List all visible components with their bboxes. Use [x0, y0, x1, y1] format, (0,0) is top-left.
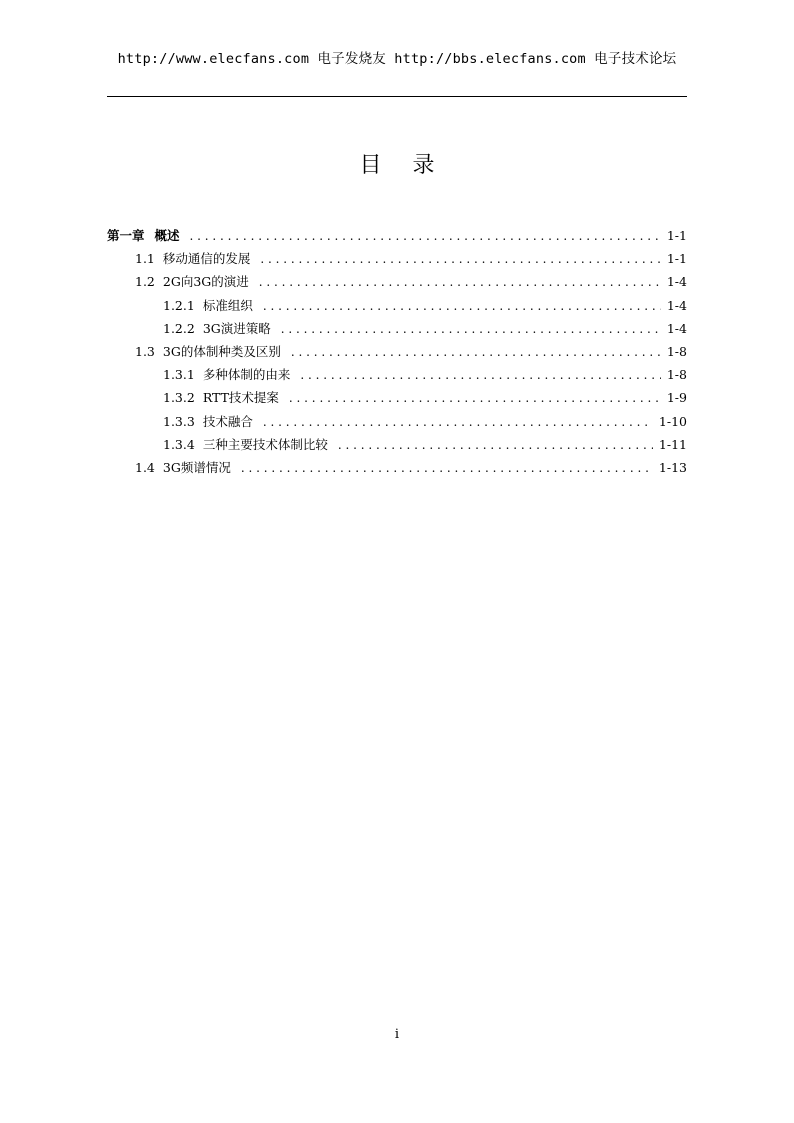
toc-entry-1-3[interactable] — [107, 342, 687, 365]
dot-leader — [338, 438, 653, 452]
dot-leader — [241, 461, 653, 475]
toc-entry-page: 1-4 — [666, 297, 687, 313]
toc-entry-number: 1.2.2 — [163, 320, 195, 336]
toc-entry-label: 2G向3G的演进 — [162, 274, 249, 290]
toc-entry-label: 移动通信的发展 — [162, 251, 251, 267]
toc-entry-page: 1-13 — [658, 459, 687, 475]
toc-entry-label: 3G频谱情况 — [162, 459, 231, 475]
dot-leader — [263, 299, 661, 313]
dot-leader — [289, 391, 661, 405]
toc-entry-number: 1.2 — [135, 274, 155, 290]
toc-entry-number: 1.3.4 — [163, 436, 195, 452]
dot-leader — [263, 415, 653, 429]
page-header: http://www.elecfans.com 电子发烧友 http://bbs.elecfans.com 电子技术论坛 — [117, 51, 677, 67]
toc-entry-number: 1.3.3 — [163, 413, 195, 429]
toc-entry-1-2[interactable] — [107, 272, 687, 295]
dot-leader — [291, 345, 661, 359]
toc-entry-page: 1-4 — [666, 320, 687, 336]
toc-entry-page: 1-11 — [658, 436, 687, 452]
toc-entry-1-4[interactable] — [107, 458, 687, 481]
toc-entry-page: 1-1 — [666, 251, 687, 267]
toc-entry-1-3-4[interactable] — [107, 435, 687, 458]
toc-entry-number: 1.2.1 — [163, 297, 195, 313]
dot-leader — [281, 322, 661, 336]
toc-entry-1-1[interactable] — [107, 249, 687, 272]
toc-entry-number: 1.4 — [135, 459, 155, 475]
toc-entry-label: RTT技术提案 — [202, 390, 279, 406]
toc-entry-label: 技术融合 — [202, 413, 253, 429]
toc-entry-1-2-2[interactable] — [107, 319, 687, 342]
dot-leader — [260, 252, 660, 266]
toc-entry-1-2-1[interactable] — [107, 296, 687, 319]
toc-entry-number: 1.1 — [135, 251, 155, 267]
toc-entry-label: 概述 — [154, 228, 180, 243]
toc-entry-1-3-1[interactable] — [107, 365, 687, 388]
toc-entry-number: 第一章 — [107, 228, 145, 243]
dot-leader — [259, 275, 661, 289]
toc-entry-number: 1.3.1 — [163, 367, 195, 383]
toc-entry-label: 多种体制的由来 — [202, 367, 291, 383]
toc-entry-label: 3G演进策略 — [202, 320, 271, 336]
toc-entry-label: 3G的体制种类及区别 — [162, 343, 281, 359]
toc-entry-page: 1-9 — [666, 390, 687, 406]
toc-entry-label: 标准组织 — [202, 297, 253, 313]
toc-entry-number: 1.3 — [135, 343, 155, 359]
toc-entry-page: 1-8 — [666, 367, 687, 383]
header-divider — [107, 96, 687, 97]
toc-entry-number: 1.3.2 — [163, 390, 195, 406]
toc-entry-label: 三种主要技术体制比较 — [202, 436, 328, 452]
toc-entry-page: 1-10 — [658, 413, 687, 429]
dot-leader — [300, 368, 661, 382]
toc-entry-chapter-1[interactable] — [107, 226, 687, 249]
page-title: 目 录 — [359, 153, 447, 178]
dot-leader — [190, 229, 661, 243]
toc-entry-page: 1-8 — [666, 343, 687, 359]
toc-entry-1-3-2[interactable] — [107, 388, 687, 411]
table-of-contents — [107, 226, 687, 481]
toc-entry-1-3-3[interactable] — [107, 412, 687, 435]
toc-entry-page: 1-1 — [666, 228, 687, 243]
toc-entry-page: 1-4 — [666, 274, 687, 290]
page-number: i — [394, 1027, 400, 1042]
